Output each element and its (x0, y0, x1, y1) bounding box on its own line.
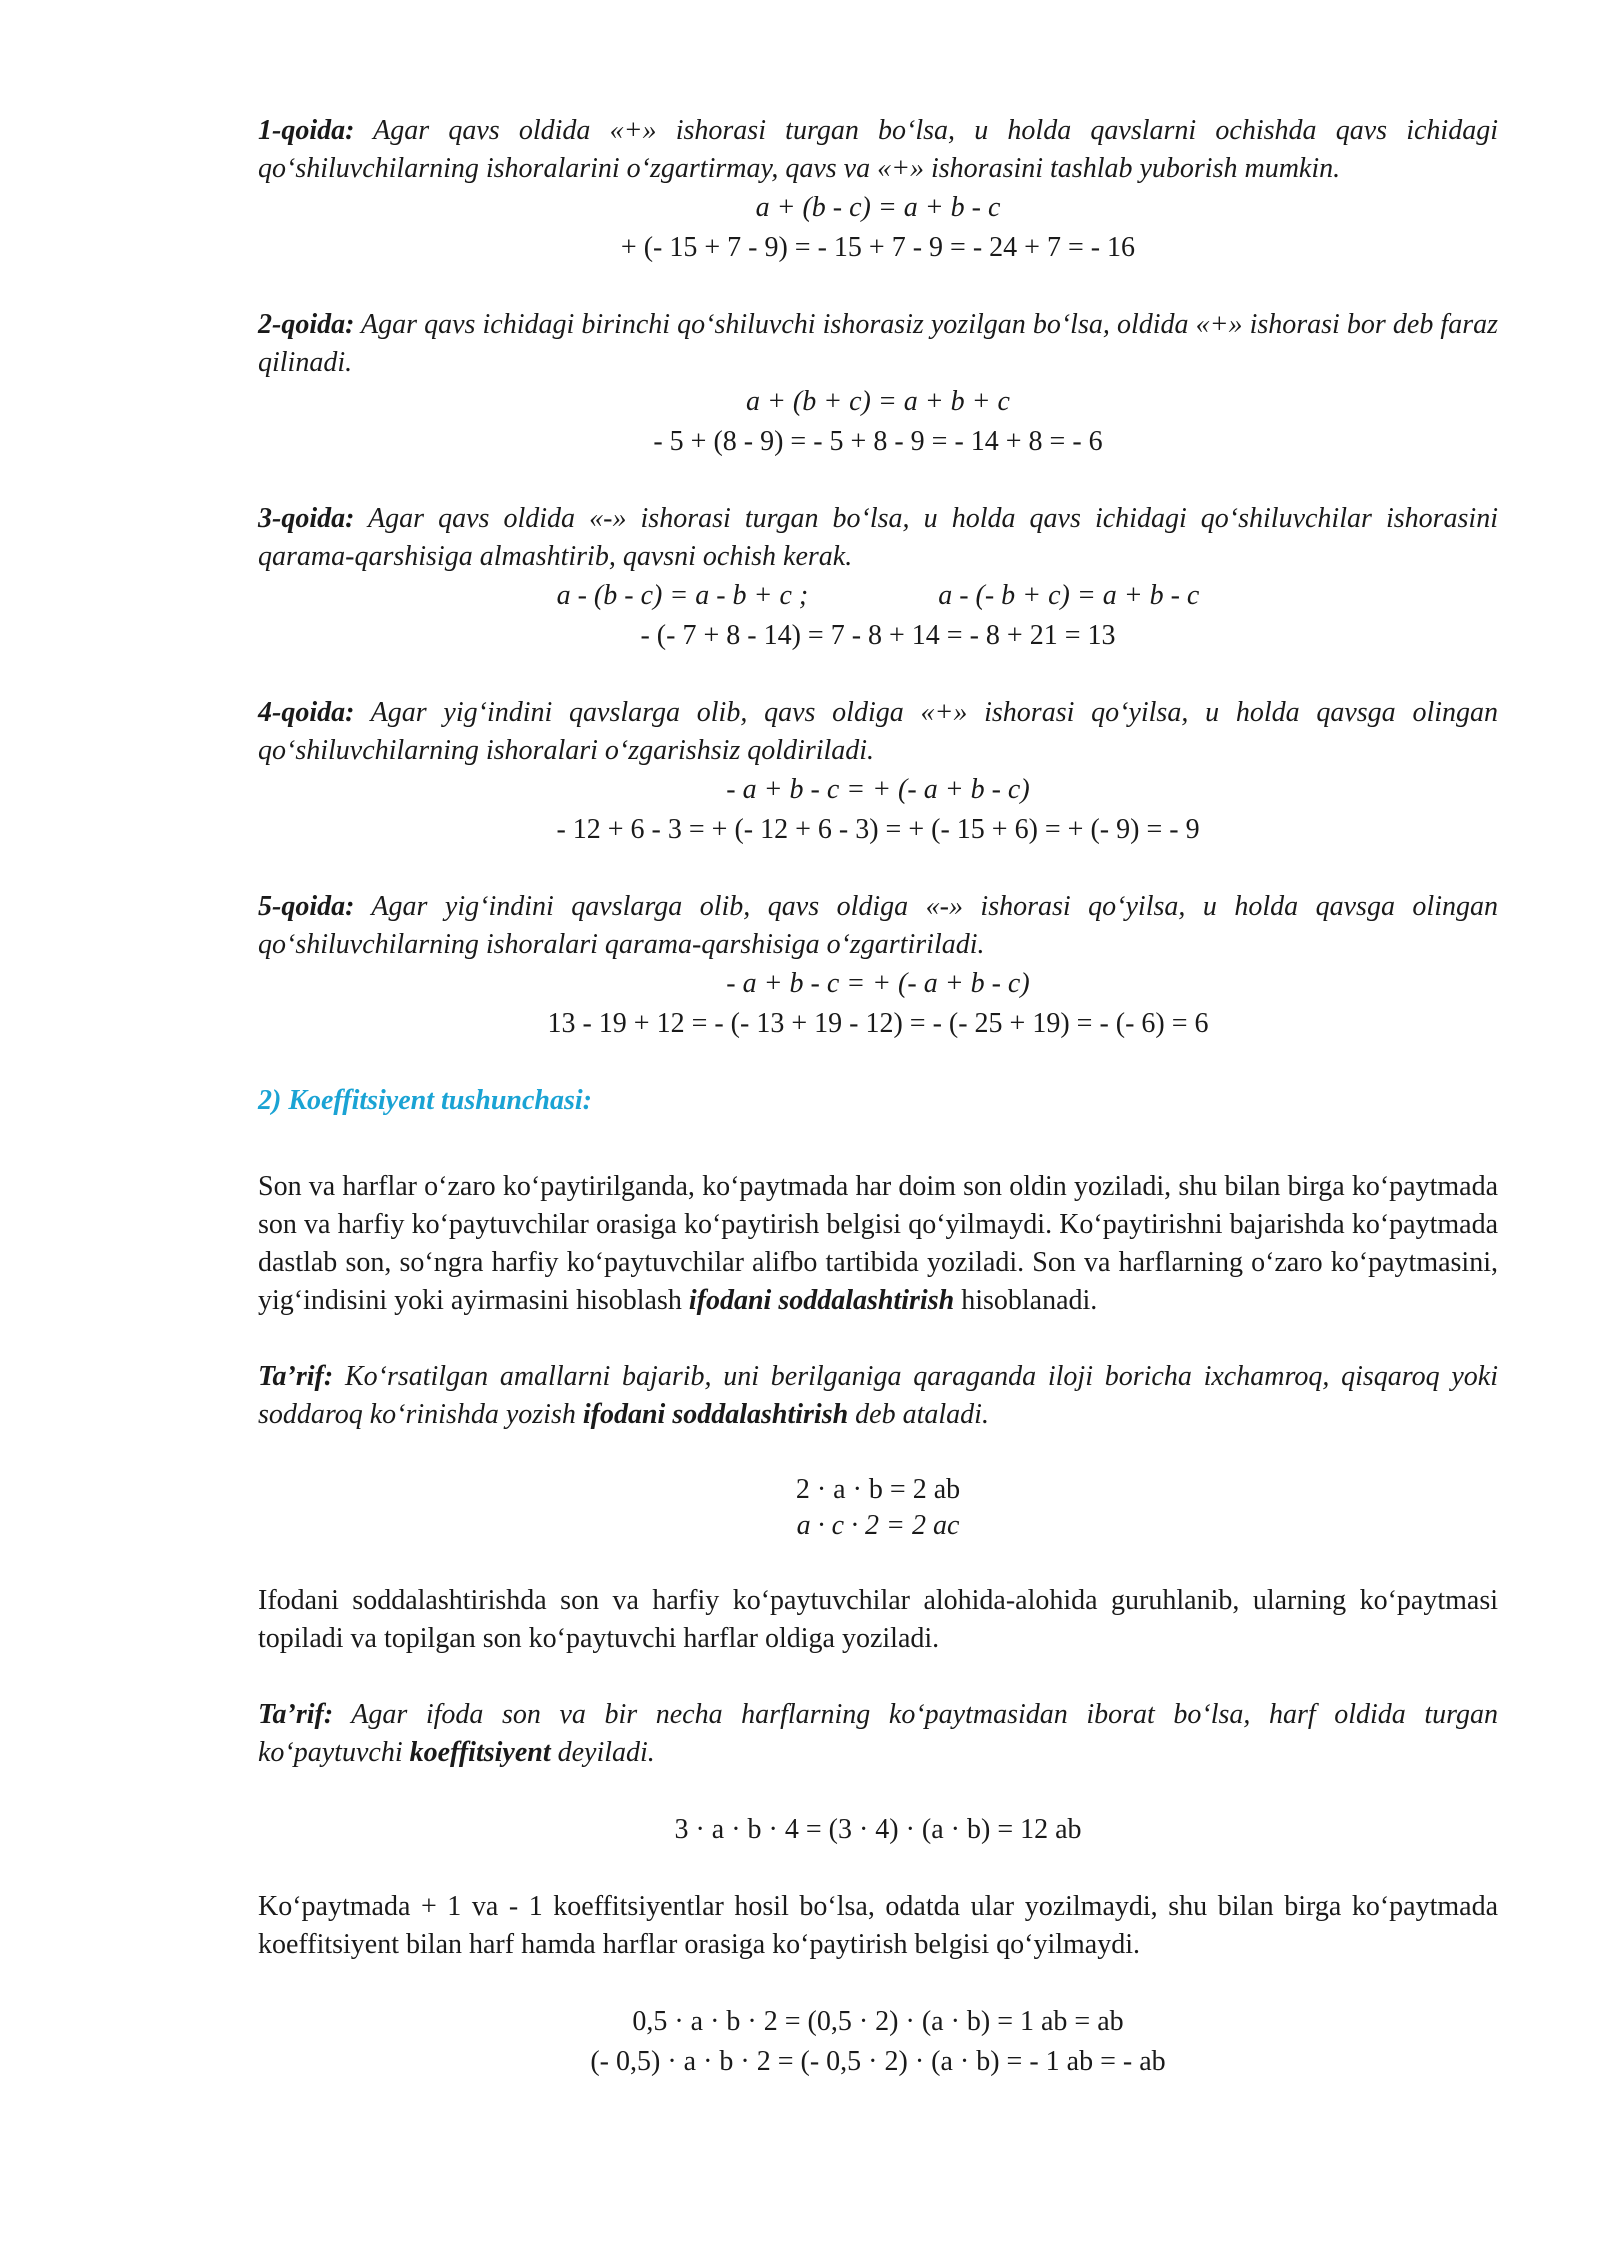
rule-2-example: - 5 + (8 - 9) = - 5 + 8 - 9 = - 14 + 8 = - 6 (653, 426, 1103, 457)
definition-2-text-b: deyiladi. (550, 1737, 655, 1768)
equation-3: 3 · a · b · 4 = (3 · 4) · (a · b) = 12 ab (674, 1814, 1082, 1845)
rule-4-formula: - a + b - c = + (- a + b - c) (726, 774, 1030, 805)
rule-3 (258, 500, 1498, 576)
equation-1: 2 · a · b = 2 ab (795, 1474, 961, 1505)
paragraph-1-text-a: Son va harflar o‘zaro ko‘paytirilganda, ko‘paytmada har doim son oldin yoziladi, shu bilan birga ko‘paytmada son va harfiy ko‘paytuvchilar orasiga ko‘paytirish belgisi qo‘yilmaydi. Ko‘paytirishni bajarishda ko‘paytmada dastlab son, so‘ngra harfiy ko‘paytuvchilar alifbo tartibida yoziladi. Son va harflarning o‘zaro ko‘paytmasini, yig‘indisini yoki ayirmasini hisoblash (258, 1171, 1498, 1316)
rule-3-example: - (- 7 + 8 - 14) = 7 - 8 + 14 = - 8 + 21 = 13 (640, 620, 1116, 651)
definition-2-label: Ta’rif: (258, 1699, 334, 1730)
paragraph-1-text-b: hisoblanadi. (954, 1285, 1098, 1316)
rule-4 (258, 694, 1498, 770)
rule-3-formula-left: a - (b - c) = a - b + c ; (556, 580, 809, 611)
rule-1-label: 1-qoida: (258, 115, 355, 146)
rule-3-formulas (258, 576, 1498, 616)
rule-5-example: 13 - 19 + 12 = - (- 13 + 19 - 12) = - (- 25 + 19) = - (- 6) = 6 (547, 1008, 1209, 1039)
definition-1-bold: ifodani soddalashtirish (582, 1399, 849, 1430)
section-heading: 2) Koeffitsiyent tushunchasi: (258, 1085, 592, 1116)
rule-1-text: Agar qavs oldida «+» ishorasi turgan bo‘lsa, u holda qavslarni ochishda qavs ichidagi qo‘shiluvchilarning ishoralarini o‘zgartirmay, qavs va «+» ishorasini tashlab yuborish mumkin. (258, 115, 1498, 184)
rule-3-text: Agar qavs oldida «-» ishorasi turgan bo‘lsa, u holda qavs ichidagi qo‘shiluvchilar ishorasini qarama-qarshisiga almashtirib, qavsni ochish kerak. (258, 503, 1498, 572)
paragraph-3: Ko‘paytmada + 1 va - 1 koeffitsiyentlar hosil bo‘lsa, odatda ular yozilmaydi, shu bilan birga ko‘paytmada koeffitsiyent bilan harf hamda harflar orasiga ko‘paytirish belgisi qo‘yilmaydi. (258, 1891, 1498, 1960)
document-page (258, 112, 1498, 2082)
rule-2-label: 2-qoida: (258, 309, 355, 340)
definition-2-text-a: Agar ifoda son va bir necha harflarning ko‘paytmasidan iborat bo‘lsa, harf oldida turgan ko‘paytuvchi (258, 1699, 1498, 1768)
paragraph-1-bold: ifodani soddalashtirish (688, 1285, 955, 1316)
definition-1-text-a: Ko‘rsatilgan amallarni bajarib, uni berilganiga qaraganda iloji boricha ixchamroq, qisqaroq yoki soddaroq ko‘rinishda yozish (258, 1361, 1498, 1430)
equation-2: a · c · 2 = 2 ac (796, 1510, 960, 1541)
rule-3-formula-right: a - (- b + c) = a + b - c (938, 580, 1200, 611)
rule-1 (258, 112, 1498, 188)
rule-5-label: 5-qoida: (258, 891, 355, 922)
paragraph-1 (258, 1168, 1498, 1320)
rule-1-example: + (- 15 + 7 - 9) = - 15 + 7 - 9 = - 24 + 7 = - 16 (620, 232, 1136, 263)
rule-5-formula: - a + b - c = + (- a + b - c) (726, 968, 1030, 999)
rule-4-text: Agar yig‘indini qavslarga olib, qavs oldiga «+» ishorasi qo‘yilsa, u holda qavsga olingan qo‘shiluvchilarning ishoralari o‘zgarishsiz qoldiriladi. (258, 697, 1498, 766)
equation-4: 0,5 · a · b · 2 = (0,5 · 2) · (a · b) = 1 ab = ab (632, 2006, 1124, 2037)
rule-2-text: Agar qavs ichidagi birinchi qo‘shiluvchi ishorasiz yozilgan bo‘lsa, oldida «+» ishorasi bor deb faraz qilinadi. (258, 309, 1498, 378)
definition-2-bold: koeffitsiyent (409, 1737, 551, 1768)
rule-1-formula: a + (b - c) = a + b - c (755, 192, 1001, 223)
rule-5 (258, 888, 1498, 964)
rule-3-label: 3-qoida: (258, 503, 355, 534)
definition-2 (258, 1696, 1498, 1772)
definition-1-label: Ta’rif: (258, 1361, 334, 1392)
rule-4-label: 4-qoida: (258, 697, 355, 728)
paragraph-2: Ifodani soddalashtirishda son va harfiy ko‘paytuvchilar alohida-alohida guruhlanib, ularning ko‘paytmasi topiladi va topilgan son ko‘paytuvchi harflar oldiga yoziladi. (258, 1585, 1498, 1654)
rule-2-formula: a + (b + c) = a + b + c (746, 386, 1010, 417)
equation-5: (- 0,5) · a · b · 2 = (- 0,5 · 2) · (a · b) = - 1 ab = - ab (590, 2046, 1166, 2077)
rule-2 (258, 306, 1498, 382)
definition-1-text-b: deb ataladi. (848, 1399, 989, 1430)
rule-5-text: Agar yig‘indini qavslarga olib, qavs oldiga «-» ishorasi qo‘yilsa, u holda qavsga olingan qo‘shiluvchilarning ishoralari qarama-qarshisiga o‘zgartiriladi. (258, 891, 1498, 960)
rule-4-example: - 12 + 6 - 3 = + (- 12 + 6 - 3) = + (- 15 + 6) = + (- 9) = - 9 (556, 814, 1200, 845)
definition-1 (258, 1358, 1498, 1434)
